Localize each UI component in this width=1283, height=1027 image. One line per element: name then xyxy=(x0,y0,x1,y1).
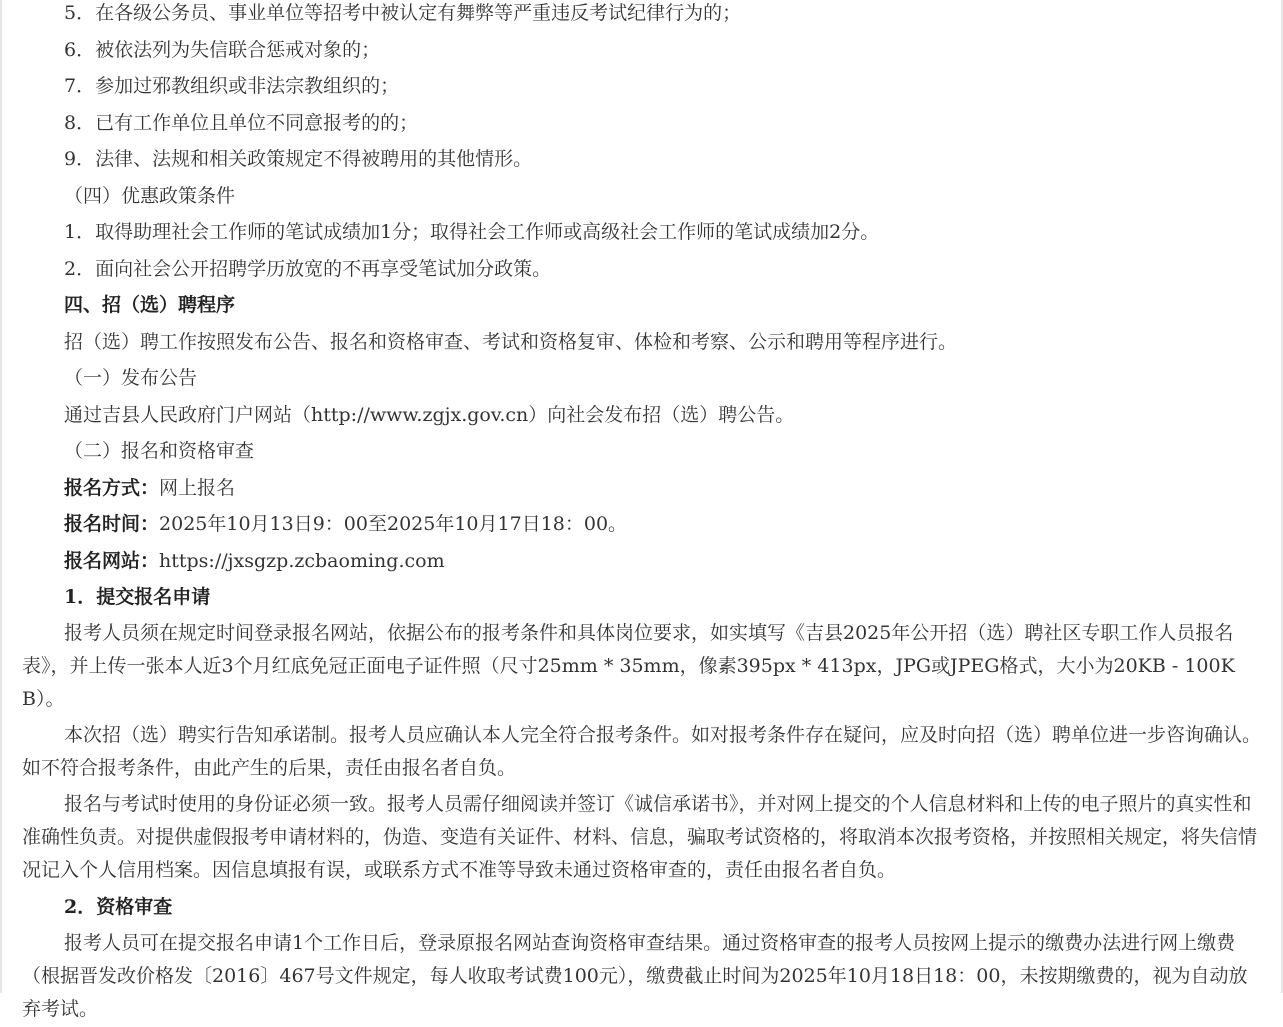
paragraph: 本次招（选）聘实行告知承诺制。报考人员应确认本人完全符合报考条件。如对报考条件存在疑问，应及时向招（选）聘单位进一步咨询确认。如不符合报考条件，由此产生的后果，责任由报名者自负。 xyxy=(22,724,1262,779)
article-body xyxy=(22,0,1264,1027)
list-item: 6．被依法列为失信联合惩戒对象的； xyxy=(64,38,381,61)
paragraph: 报考人员可在提交报名申请1个工作日后，登录原报名网站查询资格审查结果。通过资格审查的报考人员按网上提示的缴费办法进行网上缴费（根据晋发改价格发〔2016〕467号文件规定，每人收取考试费100元），缴费截止时间为2025年10月18日18：00，未按期缴费的，视为自动放弃考试。 xyxy=(22,931,1248,1020)
paragraph: 通过吉县人民政府门户网站（http://www.zgjx.gov.cn）向社会发布招（选）聘公告。 xyxy=(64,403,795,426)
registration-site-value: https://jxsgzp.zcbaoming.com xyxy=(159,549,445,572)
registration-method xyxy=(22,470,1264,507)
registration-time-label: 报名时间： xyxy=(64,513,160,535)
section-subheading: （四）优惠政策条件 xyxy=(64,184,236,207)
section-subheading: （二）报名和资格审查 xyxy=(64,440,255,462)
paragraph: 报名与考试时使用的身份证必须一致。报考人员需仔细阅读并签订《诚信承诺书》，并对网上提交的个人信息材料和上传的电子照片的真实性和准确性负责。对提供虚假报考申请材料的，伪造、变造有关证件、材料、信息，骗取考试资格的，将取消本次报考资格，并按照相关规定，将失信情况记入个人信用档案。因信息填报有误，或联系方式不准等导致未通过资格审查的，责任由报名者自负。 xyxy=(22,793,1258,881)
paragraph: 报考人员须在规定时间登录报名网站，依据公布的报考条件和具体岗位要求，如实填写《吉县2025年公开招（选）聘社区专职工作人员报名表》，并上传一张本人近3个月红底免冠正面电子证件照（尺寸25mm * 35mm，像素395px * 413px，JPG或JPEG格式，大小为20KB - 100KB）。 xyxy=(22,622,1235,710)
registration-time-value: 2025年10月13日9：00至2025年10月17日18：00。 xyxy=(159,513,628,535)
section-subheading: （一）发布公告 xyxy=(64,367,198,389)
registration-site-label: 报名网站： xyxy=(64,549,160,572)
list-item: 5．在各级公务员、事业单位等招考中被认定有舞弊等严重违反考试纪律行为的； xyxy=(64,2,742,24)
list-item: 1．取得助理社会工作师的笔试成绩加1分；取得社会工作师或高级社会工作师的笔试成绩加2分。 xyxy=(64,221,880,243)
registration-method-value: 网上报名 xyxy=(159,476,236,499)
list-item: 9．法律、法规和相关政策规定不得被聘用的其他情形。 xyxy=(64,148,533,170)
step-heading: 1．提交报名申请 xyxy=(64,586,211,608)
list-item: 8．已有工作单位且单位不同意报考的的； xyxy=(64,111,419,134)
list-item: 2．面向社会公开招聘学历放宽的不再享受笔试加分政策。 xyxy=(64,257,552,280)
paragraph: 招（选）聘工作按照发布公告、报名和资格审查、考试和资格复审、体检和考察、公示和聘用等程序进行。 xyxy=(64,330,958,353)
registration-method-label: 报名方式： xyxy=(64,476,160,499)
section-heading: 四、招（选）聘程序 xyxy=(64,294,236,316)
step-heading: 2．资格审查 xyxy=(64,895,173,918)
registration-site xyxy=(22,543,1264,580)
list-item: 7．参加过邪教组织或非法宗教组织的； xyxy=(64,75,400,97)
page-left-border xyxy=(0,0,2,993)
registration-time xyxy=(22,506,1264,543)
